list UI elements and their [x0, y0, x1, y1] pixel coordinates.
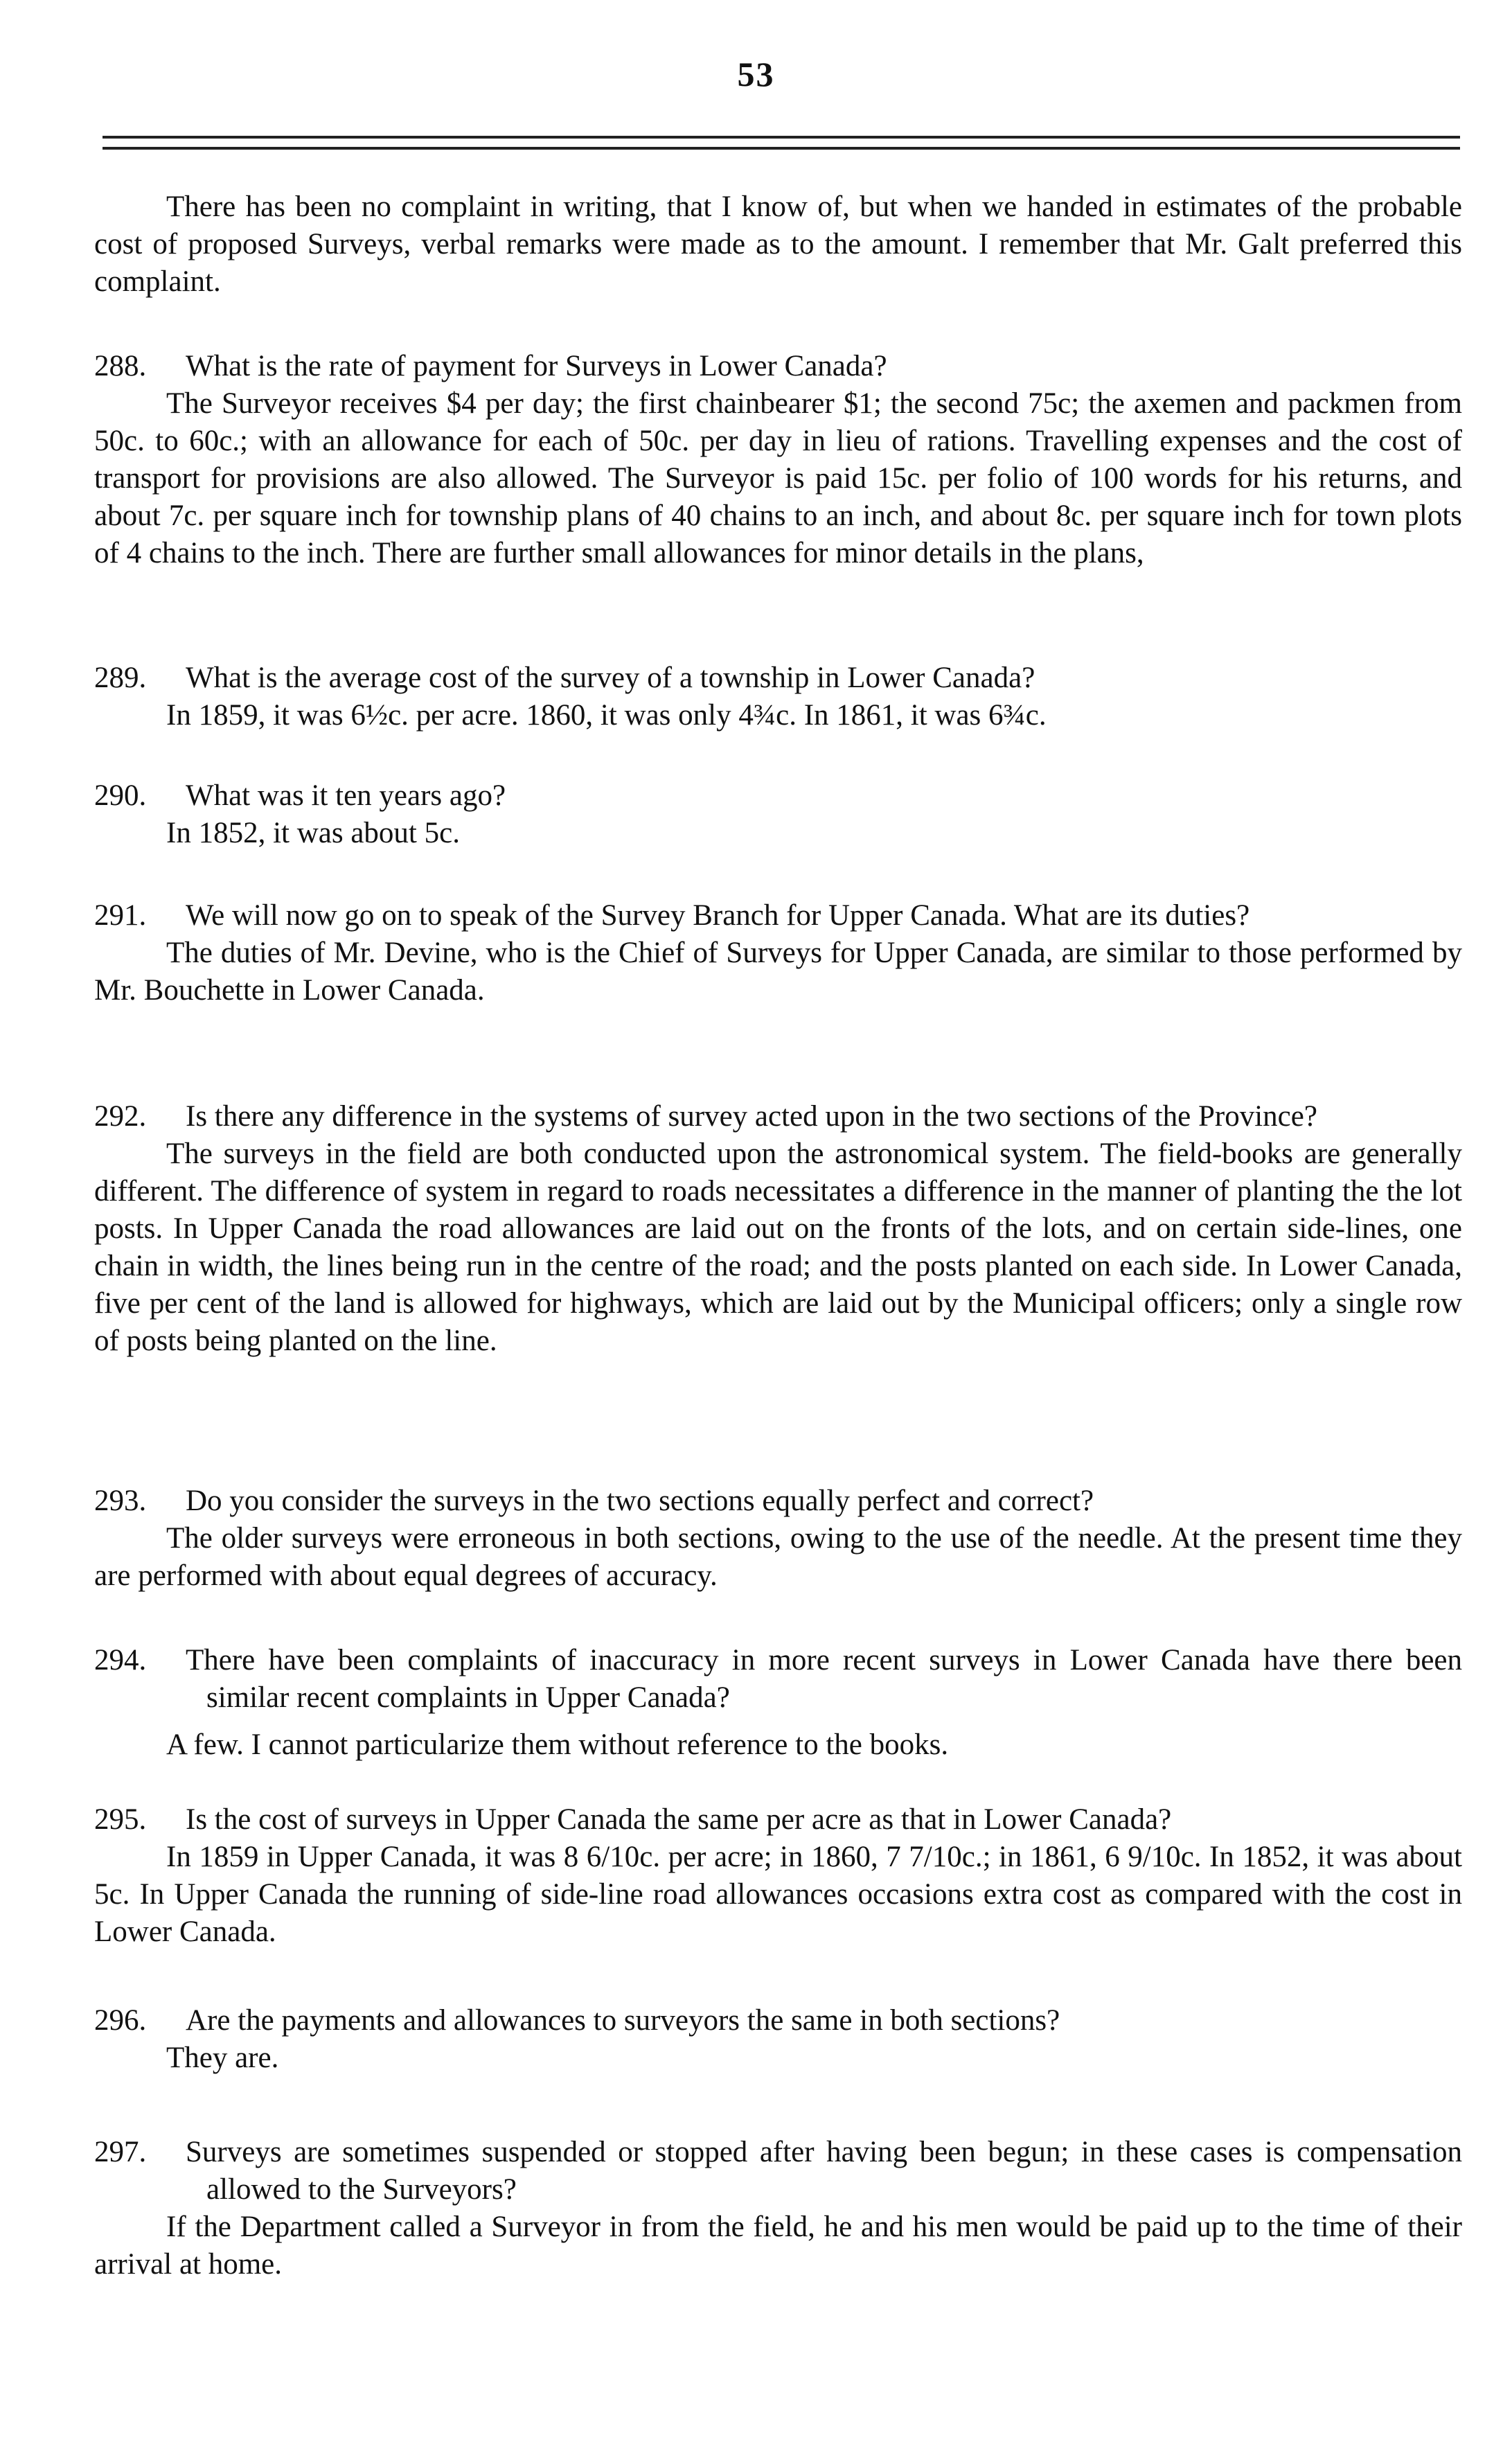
- question-text: We will now go on to speak of the Survey Branch for Upper Canada. What are its duties?: [186, 899, 1250, 932]
- question-text: What is the rate of payment for Surveys in Lower Canada?: [186, 350, 887, 382]
- qa-item-288: [94, 348, 1462, 572]
- answer-text: The older surveys were erroneous in both sections, owing to the use of the needle. At the present time they are performed with about equal degrees of accuracy.: [94, 1522, 1462, 1592]
- header-rule-top: [103, 136, 1460, 139]
- question: [94, 348, 1462, 385]
- intro-paragraph: [94, 188, 1462, 301]
- qa-item-295: [94, 1801, 1462, 1951]
- question: [94, 897, 1462, 935]
- question-text: Do you consider the surveys in the two sections equally perfect and correct?: [186, 1485, 1094, 1517]
- header-rule-bottom: [103, 147, 1460, 150]
- question-text: Are the payments and allowances to surveyors the same in both sections?: [186, 2004, 1060, 2037]
- answer-text: If the Department called a Surveyor in from the field, he and his men would be paid up to the time of their arrival at home.: [94, 2211, 1462, 2281]
- question-text: Is there any difference in the systems of survey acted upon in the two sections of the Province?: [186, 1100, 1317, 1133]
- question: [94, 777, 1462, 815]
- question-number: 292.: [94, 1100, 147, 1133]
- qa-item-290: [94, 777, 1462, 852]
- page-number: 53: [737, 55, 775, 94]
- question-number: 296.: [94, 2004, 147, 2037]
- intro-text: There has been no complaint in writing, that I know of, but when we handed in estimates of the probable cost of proposed Surveys, verbal remarks were made as to the amount. I remember that Mr. Galt preferred this complaint.: [94, 191, 1462, 298]
- question: [94, 1098, 1462, 1135]
- qa-item-296: [94, 2002, 1462, 2077]
- question-number: 293.: [94, 1485, 147, 1517]
- question-number: 291.: [94, 899, 147, 932]
- question: [94, 2002, 1462, 2039]
- answer-text: The duties of Mr. Devine, who is the Chief of Surveys for Upper Canada, are similar to those performed by Mr. Bouchette in Lower Canada.: [94, 937, 1462, 1007]
- qa-item-292: [94, 1098, 1462, 1360]
- question: [94, 1483, 1462, 1520]
- question-text: Surveys are sometimes suspended or stopped after having been begun; in these cases is compensation allowed to the Surveyors?: [186, 2136, 1462, 2206]
- question-number: 294.: [94, 1644, 147, 1676]
- qa-item-289: [94, 660, 1462, 734]
- question-number: 288.: [94, 350, 147, 382]
- question-text: Is the cost of surveys in Upper Canada the same per acre as that in Lower Canada?: [186, 1803, 1172, 1836]
- qa-item-294: [94, 1642, 1462, 1764]
- question: [94, 660, 1462, 697]
- answer-text: In 1859 in Upper Canada, it was 8 6/10c. per acre; in 1860, 7 7/10c.; in 1861, 6 9/10c. In 1852, it was about 5c. In Upper Canada the running of side-line road allowances occasions extra cost as compared with the cost in Lower Canada.: [94, 1841, 1462, 1948]
- question-number: 295.: [94, 1803, 147, 1836]
- answer-text: The surveys in the field are both conducted upon the astronomical system. The field-books are generally different. The difference of system in regard to roads necessitates a difference in the manner of planting the the lot posts. In Upper Canada the road allowances are laid out on the fronts of the lots, and on certain side-lines, one chain in width, the lines being run in the centre of the road; and the posts planted on each side. In Lower Canada, five per cent of the land is allowed for highways, which are laid out by the Municipal officers; only a single row of posts being planted on the line.: [94, 1138, 1462, 1357]
- qa-item-291: [94, 897, 1462, 1009]
- question-text: What was it ten years ago?: [186, 779, 506, 812]
- answer-text: A few. I cannot particularize them without reference to the books.: [166, 1728, 949, 1761]
- question-number: 297.: [94, 2136, 147, 2168]
- answer-text: They are.: [166, 2042, 279, 2074]
- question: [94, 2134, 1462, 2209]
- question-text: What is the average cost of the survey of a township in Lower Canada?: [186, 662, 1035, 694]
- answer-text: In 1852, it was about 5c.: [166, 817, 460, 849]
- question: [94, 1801, 1462, 1839]
- answer-text: The Surveyor receives $4 per day; the first chainbearer $1; the second 75c; the axemen and packmen from 50c. to 60c.; with an allowance for each of 50c. per day in lieu of rations. Travelling expenses and the cost of transport for provisions are also allowed. The Surveyor is paid 15c. per folio of 100 words for his returns, and about 7c. per square inch for township plans of 40 chains to an inch, and about 8c. per square inch for town plots of 4 chains to the inch. There are further small allowances for minor details in the plans,: [94, 387, 1462, 569]
- question-number: 290.: [94, 779, 147, 812]
- qa-item-297: [94, 2134, 1462, 2283]
- question-text: There have been complaints of inaccuracy in more recent surveys in Lower Canada have there been similar recent complaints in Upper Canada?: [186, 1644, 1462, 1714]
- question-number: 289.: [94, 662, 147, 694]
- answer-text: In 1859, it was 6½c. per acre. 1860, it was only 4¾c. In 1861, it was 6¾c.: [166, 699, 1047, 732]
- qa-item-293: [94, 1483, 1462, 1595]
- question: [94, 1642, 1462, 1717]
